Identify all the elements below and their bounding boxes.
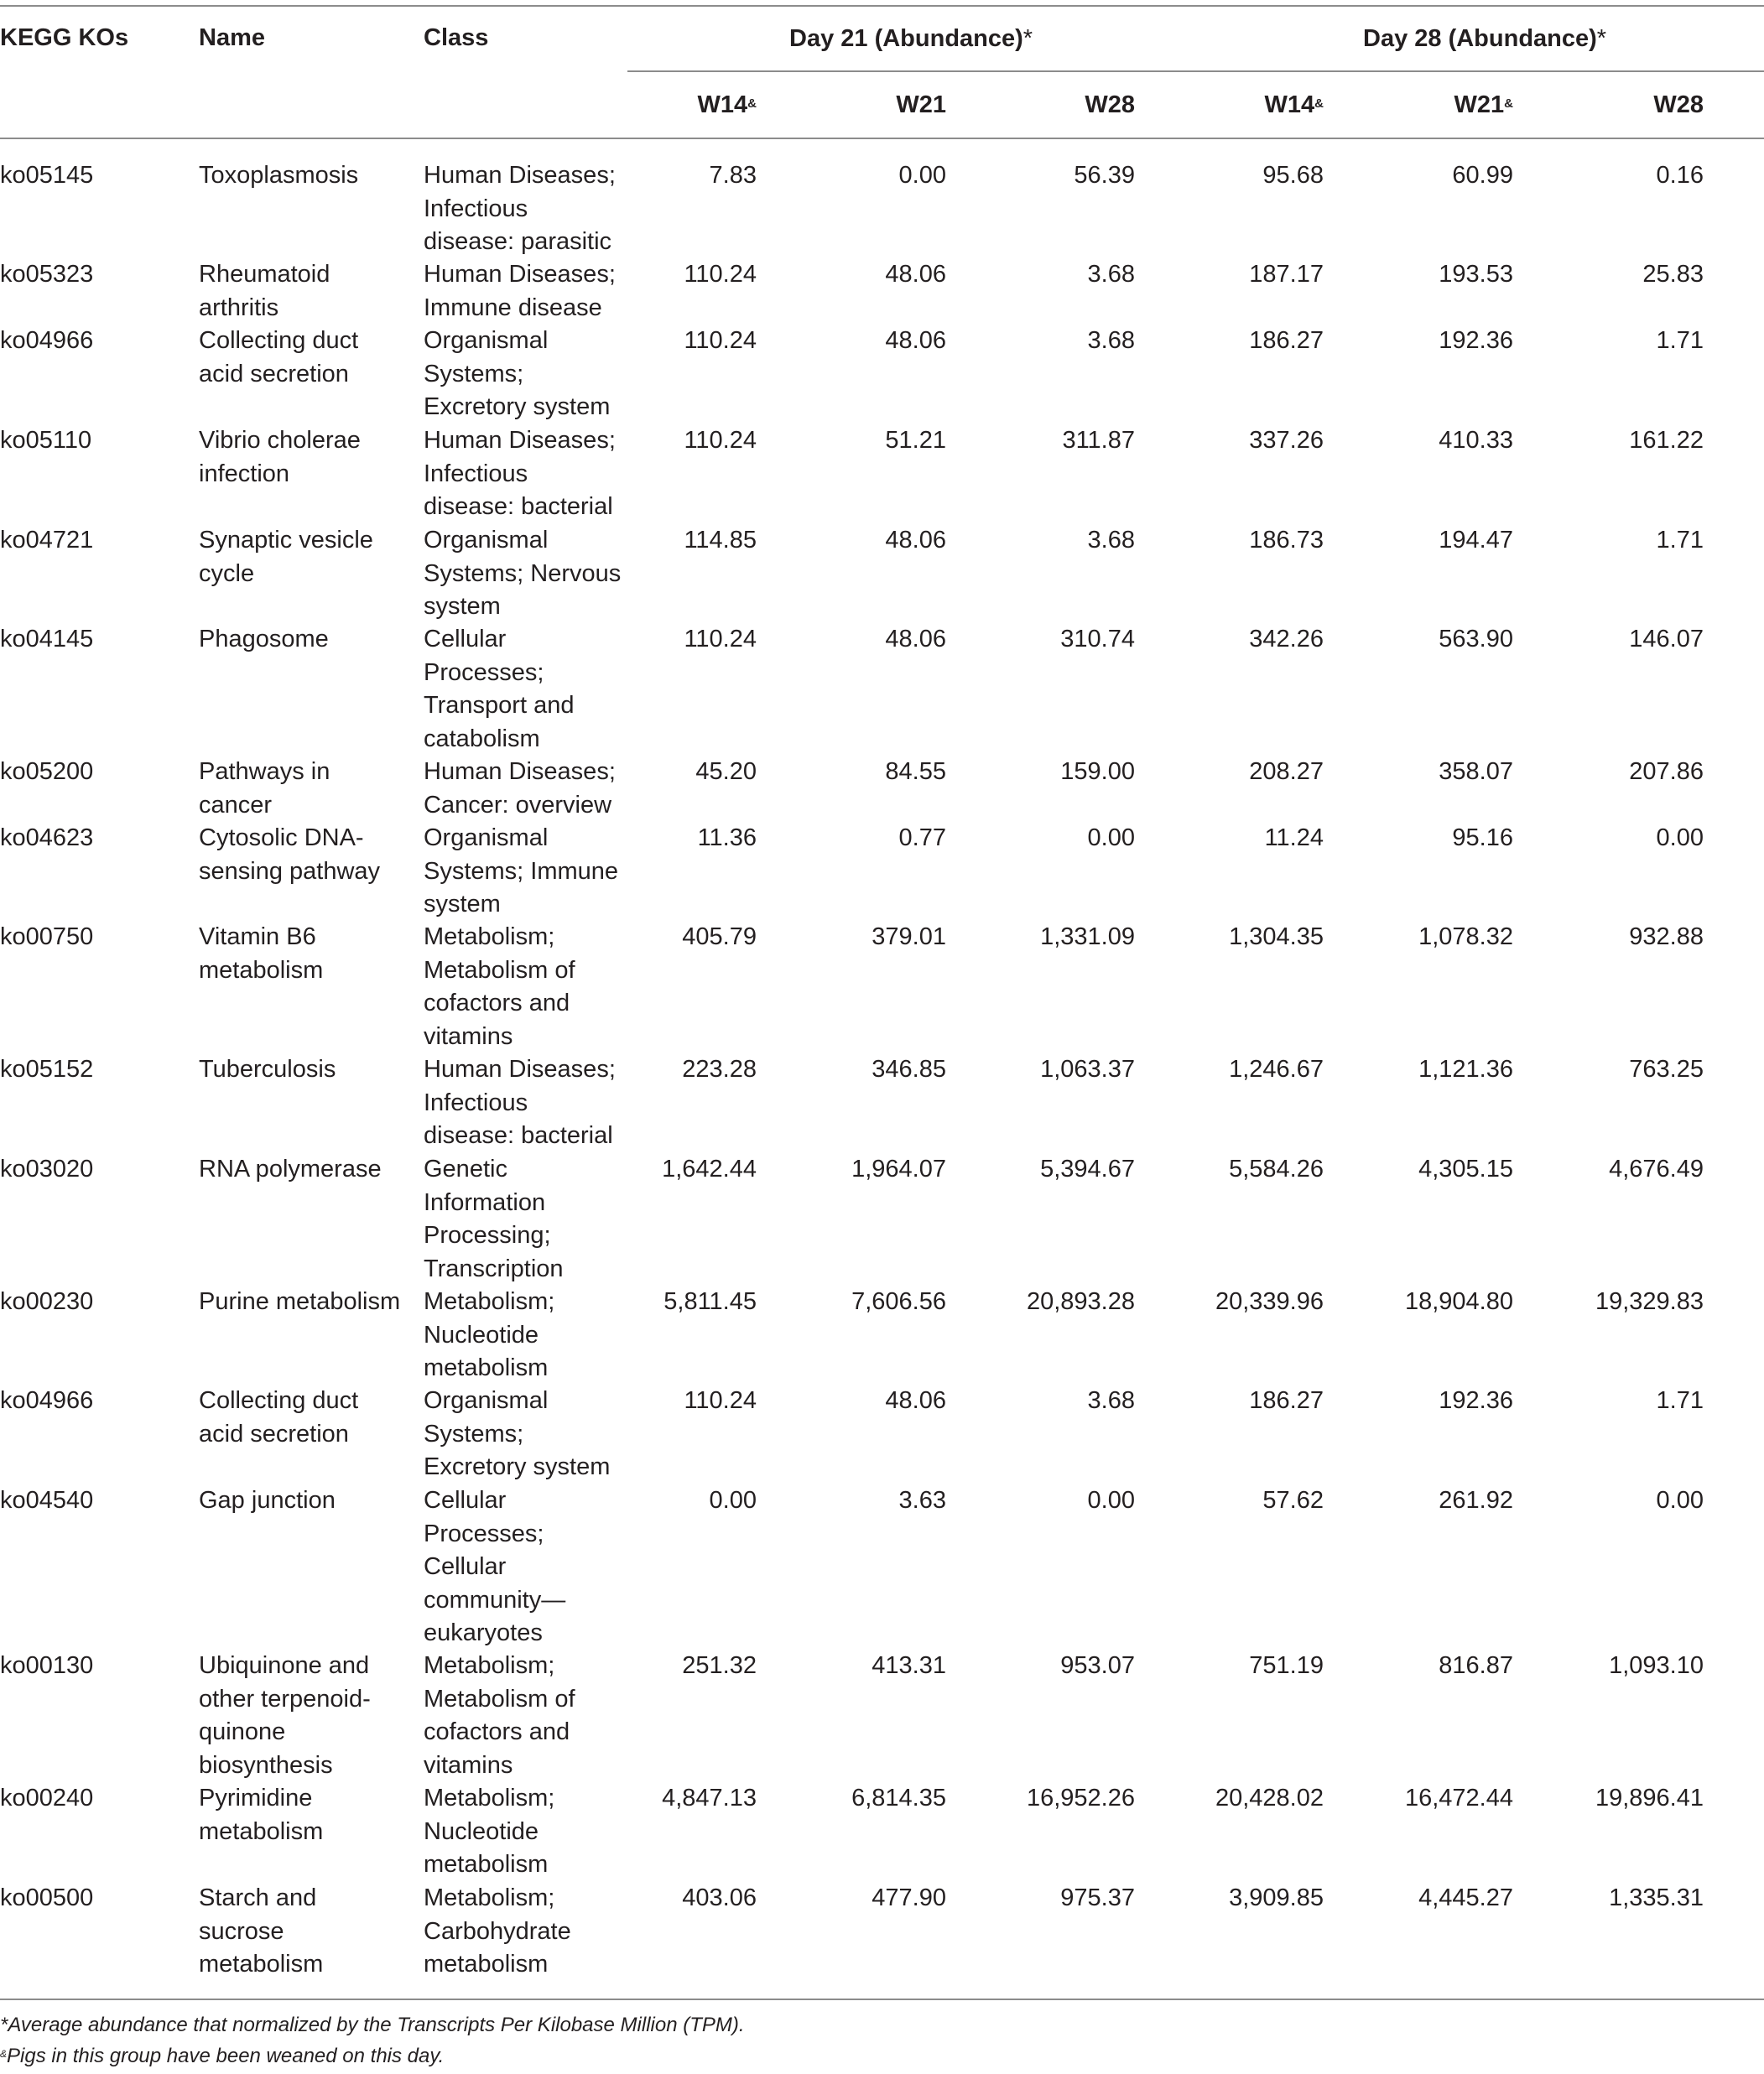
cell-abundance-day28-w21: 1,078.32 bbox=[1418, 923, 1513, 950]
cell-class-line: disease: parasitic bbox=[424, 228, 612, 255]
cell-abundance-day28-w21: 95.16 bbox=[1452, 824, 1513, 851]
cell-abundance-day21-w28: 311.87 bbox=[1062, 427, 1135, 454]
subheader-w28-day21 bbox=[1085, 89, 1135, 122]
cell-kegg-ko: ko04623 bbox=[0, 824, 94, 851]
cell-name-line: sensing pathway bbox=[199, 857, 381, 885]
header-day21-group bbox=[789, 23, 1033, 56]
cell-name-line: Phagosome bbox=[199, 626, 329, 652]
cell-abundance-day21-w14: 11.36 bbox=[697, 824, 757, 851]
footnote-weaned-mark: & bbox=[0, 2048, 8, 2060]
cell-abundance-day28-w21: 816.87 bbox=[1439, 1652, 1513, 1679]
cell-class-line: Processing; bbox=[424, 1222, 551, 1249]
cell-abundance-day21-w21: 84.55 bbox=[885, 758, 946, 785]
cell-class-line: metabolism bbox=[424, 1851, 549, 1878]
cell-class-line: Nucleotide bbox=[424, 1817, 539, 1845]
cell-abundance-day28-w14: 3,909.85 bbox=[1229, 1884, 1324, 1911]
cell-class-line: Organismal bbox=[424, 327, 549, 354]
cell-class-line: Metabolism of bbox=[424, 1685, 575, 1713]
cell-class-line: Cellular bbox=[424, 626, 507, 652]
footnote-weaned bbox=[0, 2044, 444, 2069]
header-day28-group bbox=[1363, 23, 1606, 56]
cell-name-line: Ubiquinone and bbox=[199, 1652, 370, 1679]
cell-abundance-day28-w28: 207.86 bbox=[1629, 758, 1704, 785]
cell-name-line: other terpenoid- bbox=[199, 1685, 371, 1713]
cell-name-line: Pyrimidine bbox=[199, 1785, 313, 1812]
cell-kegg-ko: ko04966 bbox=[0, 1387, 94, 1414]
cell-class-line: Metabolism of bbox=[424, 956, 575, 984]
cell-abundance-day28-w28: 1,093.10 bbox=[1609, 1652, 1704, 1679]
cell-abundance-day28-w21: 192.36 bbox=[1439, 1387, 1513, 1414]
cell-abundance-day28-w28: 1.71 bbox=[1656, 327, 1704, 354]
cell-class-line: Metabolism; bbox=[424, 1288, 555, 1315]
cell-abundance-day21-w21: 346.85 bbox=[872, 1056, 946, 1083]
cell-abundance-day21-w28: 159.00 bbox=[1060, 758, 1135, 785]
cell-abundance-day21-w14: 4,847.13 bbox=[662, 1785, 757, 1812]
cell-class-line: Organismal bbox=[424, 1387, 549, 1414]
subheader-w14-day21 bbox=[698, 89, 757, 122]
cell-abundance-day28-w14: 186.27 bbox=[1249, 327, 1324, 354]
cell-abundance-day28-w28: 1.71 bbox=[1656, 1387, 1704, 1414]
cell-abundance-day21-w14: 110.24 bbox=[684, 327, 757, 354]
cell-kegg-ko: ko00240 bbox=[0, 1785, 94, 1812]
cell-abundance-day21-w28: 3.68 bbox=[1087, 1387, 1135, 1414]
cell-abundance-day21-w21: 3.63 bbox=[898, 1487, 946, 1514]
cell-class-line: Excretory system bbox=[424, 1453, 611, 1480]
cell-class-line: disease: bacterial bbox=[424, 493, 613, 520]
cell-name-line: cycle bbox=[199, 559, 255, 587]
cell-class-line: Transcription bbox=[424, 1255, 564, 1282]
cell-class-line: catabolism bbox=[424, 725, 540, 752]
cell-kegg-ko: ko04145 bbox=[0, 626, 94, 652]
group-header-rule bbox=[627, 70, 1764, 72]
header-day28-label: Day 28 (Abundance) bbox=[1363, 25, 1597, 52]
cell-kegg-ko: ko03020 bbox=[0, 1156, 94, 1183]
cell-abundance-day28-w14: 186.73 bbox=[1249, 527, 1324, 554]
cell-abundance-day21-w21: 0.00 bbox=[898, 162, 946, 189]
cell-abundance-day21-w21: 0.77 bbox=[898, 824, 946, 851]
cell-abundance-day28-w14: 186.27 bbox=[1249, 1387, 1324, 1414]
cell-kegg-ko: ko00750 bbox=[0, 923, 94, 950]
subheader-w28-day28 bbox=[1653, 89, 1704, 122]
cell-abundance-day28-w21: 60.99 bbox=[1452, 162, 1513, 189]
cell-abundance-day21-w14: 7.83 bbox=[709, 162, 757, 189]
cell-class-line: Carbohydrate bbox=[424, 1917, 571, 1945]
cell-name-line: Cytosolic DNA- bbox=[199, 824, 364, 851]
cell-abundance-day28-w28: 763.25 bbox=[1629, 1056, 1704, 1083]
cell-class-line: Nucleotide bbox=[424, 1321, 539, 1349]
cell-name-line: Vitamin B6 bbox=[199, 923, 316, 950]
cell-class-line: Metabolism; bbox=[424, 923, 555, 950]
cell-abundance-day21-w14: 110.24 bbox=[684, 427, 757, 454]
cell-abundance-day28-w21: 194.47 bbox=[1439, 527, 1513, 554]
cell-name-line: sucrose bbox=[199, 1917, 284, 1945]
cell-class-line: Human Diseases; bbox=[424, 162, 616, 189]
cell-name-line: Collecting duct bbox=[199, 327, 359, 354]
cell-class-line: Human Diseases; bbox=[424, 1056, 616, 1083]
cell-kegg-ko: ko05145 bbox=[0, 162, 94, 189]
cell-class-line: Cellular bbox=[424, 1553, 507, 1580]
cell-abundance-day21-w21: 413.31 bbox=[872, 1652, 946, 1679]
cell-name-line: arthritis bbox=[199, 294, 279, 321]
cell-class-line: system bbox=[424, 593, 501, 620]
cell-class-line: Excretory system bbox=[424, 393, 611, 420]
cell-abundance-day21-w28: 310.74 bbox=[1060, 626, 1135, 652]
cell-abundance-day28-w28: 0.00 bbox=[1656, 824, 1704, 851]
cell-abundance-day21-w21: 6,814.35 bbox=[851, 1785, 946, 1812]
cell-abundance-day28-w28: 4,676.49 bbox=[1609, 1156, 1704, 1183]
cell-name-line: Rheumatoid bbox=[199, 261, 330, 288]
cell-abundance-day28-w28: 19,896.41 bbox=[1595, 1785, 1704, 1812]
cell-abundance-day28-w28: 1.71 bbox=[1656, 527, 1704, 554]
cell-name-line: Vibrio cholerae bbox=[199, 427, 361, 454]
cell-abundance-day21-w28: 1,063.37 bbox=[1040, 1056, 1135, 1083]
cell-class-line: Transport and bbox=[424, 692, 575, 719]
cell-name-line: biosynthesis bbox=[199, 1751, 333, 1779]
footnote-star-mark: * bbox=[0, 2014, 8, 2036]
cell-abundance-day21-w21: 48.06 bbox=[885, 261, 946, 288]
cell-name-line: Tuberculosis bbox=[199, 1056, 336, 1083]
header-kegg-kos: KEGG KOs bbox=[0, 24, 129, 51]
subheader-label: W28 bbox=[1085, 91, 1135, 118]
cell-class-line: Metabolism; bbox=[424, 1884, 555, 1911]
cell-class-line: metabolism bbox=[424, 1354, 549, 1381]
cell-kegg-ko: ko05323 bbox=[0, 261, 94, 288]
cell-abundance-day21-w14: 110.24 bbox=[684, 1387, 757, 1414]
footnote-star-text: Average abundance that normalized by the Transcripts Per Kilobase Million (TPM). bbox=[8, 2014, 745, 2036]
cell-class-line: Human Diseases; bbox=[424, 261, 616, 288]
cell-abundance-day21-w14: 0.00 bbox=[709, 1487, 757, 1514]
cell-class-line: eukaryotes bbox=[424, 1619, 543, 1646]
subheader-label: W14 bbox=[697, 91, 748, 118]
cell-abundance-day21-w28: 3.68 bbox=[1087, 327, 1135, 354]
cell-name-line: Pathways in bbox=[199, 758, 330, 785]
subheader-label: W28 bbox=[1653, 91, 1704, 118]
cell-class-line: Metabolism; bbox=[424, 1652, 555, 1679]
cell-abundance-day21-w14: 251.32 bbox=[682, 1652, 757, 1679]
cell-name-line: acid secretion bbox=[199, 1420, 349, 1448]
cell-abundance-day28-w21: 563.90 bbox=[1439, 626, 1513, 652]
cell-abundance-day28-w21: 4,445.27 bbox=[1418, 1884, 1513, 1911]
cell-class-line: Systems; Immune bbox=[424, 857, 619, 885]
cell-abundance-day21-w14: 110.24 bbox=[684, 626, 757, 652]
cell-class-line: Organismal bbox=[424, 527, 549, 554]
cell-class-line: Cancer: overview bbox=[424, 791, 612, 819]
cell-abundance-day21-w14: 5,811.45 bbox=[663, 1288, 757, 1315]
cell-abundance-day28-w14: 20,339.96 bbox=[1215, 1288, 1324, 1315]
cell-abundance-day21-w28: 1,331.09 bbox=[1040, 923, 1135, 950]
cell-abundance-day21-w14: 110.24 bbox=[684, 261, 757, 288]
cell-abundance-day21-w21: 48.06 bbox=[885, 327, 946, 354]
cell-abundance-day28-w14: 5,584.26 bbox=[1229, 1156, 1324, 1183]
cell-abundance-day21-w14: 403.06 bbox=[682, 1884, 757, 1911]
weaned-mark: & bbox=[1314, 96, 1324, 111]
cell-abundance-day28-w28: 146.07 bbox=[1629, 626, 1704, 652]
cell-kegg-ko: ko04966 bbox=[0, 327, 94, 354]
cell-abundance-day28-w14: 208.27 bbox=[1249, 758, 1324, 785]
cell-abundance-day21-w21: 1,964.07 bbox=[851, 1156, 946, 1183]
cell-abundance-day21-w21: 48.06 bbox=[885, 626, 946, 652]
cell-class-line: Systems; Nervous bbox=[424, 559, 622, 587]
cell-abundance-day28-w14: 337.26 bbox=[1249, 427, 1324, 454]
cell-abundance-day21-w28: 0.00 bbox=[1087, 1487, 1135, 1514]
cell-abundance-day28-w28: 932.88 bbox=[1629, 923, 1704, 950]
cell-abundance-day21-w14: 45.20 bbox=[695, 758, 757, 785]
weaned-mark: & bbox=[1504, 96, 1513, 111]
cell-class-line: metabolism bbox=[424, 1951, 549, 1978]
cell-abundance-day28-w21: 358.07 bbox=[1439, 758, 1513, 785]
cell-class-line: vitamins bbox=[424, 1022, 513, 1050]
cell-abundance-day28-w21: 4,305.15 bbox=[1418, 1156, 1513, 1183]
cell-abundance-day28-w28: 19,329.83 bbox=[1595, 1288, 1704, 1315]
cell-abundance-day21-w14: 1,642.44 bbox=[662, 1156, 757, 1183]
cell-kegg-ko: ko05110 bbox=[0, 427, 92, 454]
cell-abundance-day21-w28: 0.00 bbox=[1087, 824, 1135, 851]
cell-name-line: Gap junction bbox=[199, 1487, 336, 1514]
cell-abundance-day21-w28: 3.68 bbox=[1087, 261, 1135, 288]
cell-abundance-day28-w28: 161.22 bbox=[1629, 427, 1704, 454]
cell-name-line: Toxoplasmosis bbox=[199, 162, 359, 189]
cell-abundance-day21-w28: 953.07 bbox=[1060, 1652, 1135, 1679]
cell-abundance-day21-w21: 477.90 bbox=[872, 1884, 946, 1911]
weaned-mark: & bbox=[747, 96, 757, 111]
cell-abundance-day28-w28: 0.16 bbox=[1656, 162, 1704, 189]
header-day28-mark: * bbox=[1596, 25, 1607, 52]
cell-abundance-day28-w14: 95.68 bbox=[1262, 162, 1324, 189]
cell-class-line: Infectious bbox=[424, 1089, 528, 1116]
cell-class-line: Systems; bbox=[424, 1420, 524, 1448]
cell-class-line: Processes; bbox=[424, 658, 544, 686]
cell-class-line: Genetic bbox=[424, 1156, 507, 1183]
cell-name-line: infection bbox=[199, 460, 290, 487]
cell-abundance-day28-w21: 1,121.36 bbox=[1418, 1056, 1513, 1083]
cell-abundance-day21-w28: 20,893.28 bbox=[1026, 1288, 1135, 1315]
header-class: Class bbox=[424, 24, 489, 51]
cell-abundance-day21-w28: 16,952.26 bbox=[1026, 1785, 1135, 1812]
cell-kegg-ko: ko05200 bbox=[0, 758, 94, 785]
cell-kegg-ko: ko00230 bbox=[0, 1288, 94, 1315]
footnote-star bbox=[0, 2013, 745, 2038]
table-bottom-rule bbox=[0, 1999, 1764, 2000]
cell-class-line: cofactors and bbox=[424, 990, 570, 1016]
cell-abundance-day21-w14: 223.28 bbox=[682, 1056, 757, 1083]
cell-abundance-day28-w28: 1,335.31 bbox=[1609, 1884, 1704, 1911]
cell-abundance-day28-w14: 11.24 bbox=[1264, 824, 1324, 851]
header-day21-label: Day 21 (Abundance) bbox=[789, 25, 1023, 52]
cell-class-line: Human Diseases; bbox=[424, 758, 616, 785]
cell-abundance-day28-w14: 751.19 bbox=[1249, 1652, 1324, 1679]
cell-name-line: Collecting duct bbox=[199, 1387, 359, 1414]
cell-abundance-day21-w28: 3.68 bbox=[1087, 527, 1135, 554]
cell-name-line: Purine metabolism bbox=[199, 1288, 401, 1315]
cell-name-line: Synaptic vesicle bbox=[199, 527, 373, 554]
cell-abundance-day21-w21: 51.21 bbox=[885, 427, 946, 454]
cell-name-line: quinone bbox=[199, 1718, 286, 1745]
subheader-label: W21 bbox=[1454, 91, 1505, 118]
header-day21-mark: * bbox=[1022, 25, 1033, 52]
cell-abundance-day28-w21: 261.92 bbox=[1439, 1487, 1513, 1514]
cell-abundance-day21-w28: 56.39 bbox=[1074, 162, 1135, 189]
cell-class-line: disease: bacterial bbox=[424, 1122, 613, 1149]
cell-class-line: Information bbox=[424, 1188, 546, 1216]
cell-class-line: Infectious bbox=[424, 460, 528, 487]
cell-name-line: Starch and bbox=[199, 1884, 317, 1911]
cell-class-line: Human Diseases; bbox=[424, 427, 616, 454]
cell-name-line: metabolism bbox=[199, 1817, 324, 1845]
cell-abundance-day28-w21: 410.33 bbox=[1439, 427, 1513, 454]
subheader-w21-day28 bbox=[1454, 89, 1513, 122]
cell-class-line: system bbox=[424, 891, 501, 917]
cell-class-line: Metabolism; bbox=[424, 1785, 555, 1812]
cell-class-line: Organismal bbox=[424, 824, 549, 851]
cell-class-line: Immune disease bbox=[424, 294, 602, 321]
cell-abundance-day28-w28: 0.00 bbox=[1656, 1487, 1704, 1514]
cell-class-line: Infectious bbox=[424, 195, 528, 222]
cell-abundance-day21-w21: 48.06 bbox=[885, 1387, 946, 1414]
cell-abundance-day21-w21: 7,606.56 bbox=[851, 1288, 946, 1315]
cell-abundance-day21-w14: 405.79 bbox=[682, 923, 757, 950]
table-top-rule bbox=[0, 5, 1764, 7]
cell-abundance-day21-w28: 975.37 bbox=[1060, 1884, 1135, 1911]
cell-name-line: metabolism bbox=[199, 956, 324, 984]
cell-name-line: cancer bbox=[199, 791, 273, 819]
cell-abundance-day28-w21: 193.53 bbox=[1439, 261, 1513, 288]
cell-kegg-ko: ko05152 bbox=[0, 1056, 94, 1083]
cell-abundance-day28-w21: 16,472.44 bbox=[1404, 1785, 1513, 1812]
footnote-weaned-text: Pigs in this group have been weaned on this day. bbox=[7, 2045, 445, 2067]
cell-class-line: Cellular bbox=[424, 1487, 507, 1514]
cell-abundance-day21-w21: 48.06 bbox=[885, 527, 946, 554]
subheader-label: W21 bbox=[896, 91, 946, 118]
cell-abundance-day21-w28: 5,394.67 bbox=[1040, 1156, 1135, 1183]
cell-name-line: RNA polymerase bbox=[199, 1156, 382, 1183]
cell-abundance-day28-w14: 187.17 bbox=[1249, 261, 1324, 288]
cell-class-line: cofactors and bbox=[424, 1718, 570, 1745]
cell-class-line: community— bbox=[424, 1586, 566, 1614]
cell-abundance-day28-w14: 1,246.67 bbox=[1229, 1056, 1324, 1083]
subheader-w21-day21 bbox=[896, 89, 946, 122]
cell-abundance-day28-w14: 1,304.35 bbox=[1229, 923, 1324, 950]
cell-abundance-day28-w21: 192.36 bbox=[1439, 327, 1513, 354]
cell-abundance-day28-w14: 342.26 bbox=[1249, 626, 1324, 652]
subheader-label: W14 bbox=[1264, 91, 1315, 118]
cell-kegg-ko: ko00130 bbox=[0, 1652, 94, 1679]
cell-class-line: Processes; bbox=[424, 1520, 544, 1547]
cell-abundance-day21-w21: 379.01 bbox=[872, 923, 946, 950]
subheader-w14-day28 bbox=[1265, 89, 1324, 122]
cell-kegg-ko: ko04540 bbox=[0, 1487, 94, 1514]
cell-name-line: metabolism bbox=[199, 1951, 324, 1978]
header-name: Name bbox=[199, 24, 265, 51]
cell-class-line: Systems; bbox=[424, 360, 524, 387]
cell-abundance-day28-w14: 57.62 bbox=[1262, 1487, 1324, 1514]
cell-abundance-day28-w28: 25.83 bbox=[1642, 261, 1704, 288]
cell-name-line: acid secretion bbox=[199, 360, 349, 387]
cell-kegg-ko: ko00500 bbox=[0, 1884, 94, 1911]
cell-abundance-day28-w14: 20,428.02 bbox=[1215, 1785, 1324, 1812]
cell-kegg-ko: ko04721 bbox=[0, 527, 94, 554]
header-bottom-rule bbox=[0, 138, 1764, 139]
cell-class-line: vitamins bbox=[424, 1751, 513, 1779]
cell-abundance-day21-w14: 114.85 bbox=[684, 527, 757, 554]
cell-abundance-day28-w21: 18,904.80 bbox=[1404, 1288, 1513, 1315]
